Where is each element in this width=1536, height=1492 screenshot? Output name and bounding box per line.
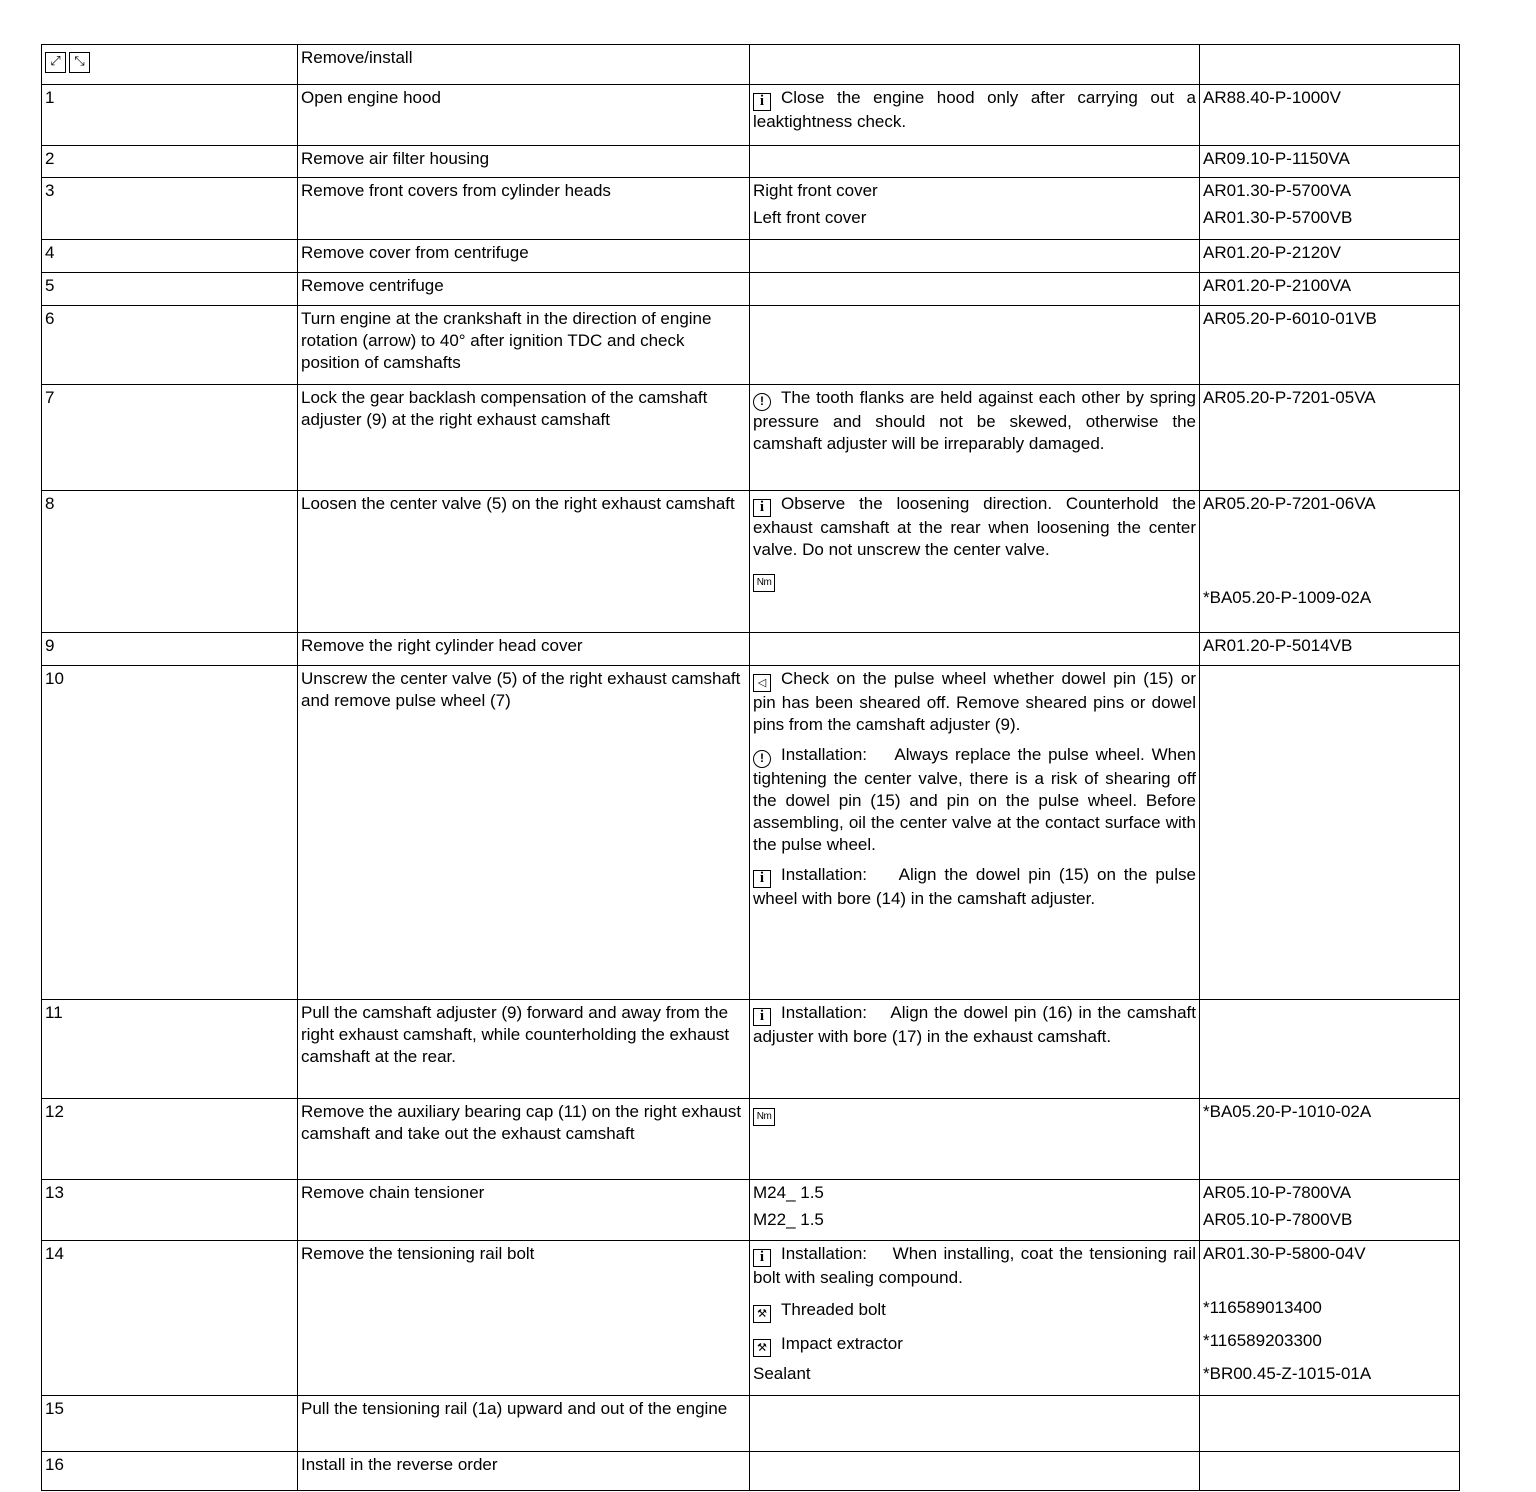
table-row-header	[42, 45, 1460, 85]
table-row	[42, 1396, 1460, 1452]
step-action: Pull the tensioning rail (1a) upward and out of the engine	[298, 1396, 750, 1452]
table-row	[42, 1000, 1460, 1099]
step-number: 1	[42, 85, 298, 146]
expand-icon[interactable]	[45, 52, 66, 73]
step-note	[750, 1099, 1200, 1180]
header-icons-cell	[42, 45, 298, 85]
step-note: ◁Check on the pulse wheel whether dowel pin (15) or pin has been sheared off. Remove sheared pins or dowel pins from the camshaft adjuster (9). !Installation: Always replace the pulse wheel. When tightening the center valve, there is a risk of shearing off the dowel pin (15) and pin on the pulse wheel. Before assembling, oil the center valve at the contact surface with the pulse wheel. iInstallation: Align the dowel pin (15) on the pulse wheel with bore (14) in the camshaft adjuster.	[750, 666, 1200, 1000]
step-action: Remove chain tensioner	[298, 1180, 750, 1241]
table-row	[42, 178, 1460, 240]
info-icon	[753, 1008, 771, 1026]
table-row	[42, 1180, 1460, 1241]
step-reference: AR01.30-P-5700VA AR01.30-P-5700VB	[1200, 178, 1460, 240]
table-row	[42, 666, 1460, 1000]
header-title: Remove/install	[298, 45, 750, 85]
step-action: Open engine hood	[298, 85, 750, 146]
step-action: Remove centrifuge	[298, 273, 750, 306]
step-action: Remove the right cylinder head cover	[298, 633, 750, 666]
step-reference[interactable]: AR01.20-P-5014VB	[1200, 633, 1460, 666]
step-number: 12	[42, 1099, 298, 1180]
step-reference[interactable]: *BA05.20-P-1010-02A	[1200, 1099, 1460, 1180]
step-number: 4	[42, 240, 298, 273]
table-row	[42, 385, 1460, 491]
table-row	[42, 240, 1460, 273]
step-note: Right front cover Left front cover	[750, 178, 1200, 240]
table-row	[42, 1099, 1460, 1180]
step-number: 5	[42, 273, 298, 306]
info-icon	[753, 93, 771, 111]
table-row	[42, 85, 1460, 146]
procedure-table	[41, 44, 1460, 1491]
warning-icon	[753, 750, 771, 768]
step-number: 8	[42, 491, 298, 633]
compress-icon[interactable]	[69, 52, 90, 73]
step-number: 16	[42, 1452, 298, 1491]
step-note: i Close the engine hood only after carrying out a leaktightness check.	[750, 85, 1200, 146]
info-icon	[753, 499, 771, 517]
step-note: M24_ 1.5 M22_ 1.5	[750, 1180, 1200, 1241]
step-number: 11	[42, 1000, 298, 1099]
step-reference: AR01.30-P-5800-04V *116589013400 *116589203300 *BR00.45-Z-1015-01A	[1200, 1241, 1460, 1396]
step-action: Lock the gear backlash compensation of the camshaft adjuster (9) at the right exhaust camshaft	[298, 385, 750, 491]
step-reference[interactable]: AR01.20-P-2100VA	[1200, 273, 1460, 306]
torque-nm-icon[interactable]	[753, 1108, 775, 1126]
special-tool-icon	[753, 1305, 771, 1323]
step-number: 7	[42, 385, 298, 491]
step-reference[interactable]: AR05.20-P-6010-01VB	[1200, 306, 1460, 385]
step-reference[interactable]: AR09.10-P-1150VA	[1200, 146, 1460, 178]
step-number: 14	[42, 1241, 298, 1396]
table-row	[42, 1452, 1460, 1491]
step-action: Turn engine at the crankshaft in the direction of engine rotation (arrow) to 40° after ignition TDC and check position of camshafts	[298, 306, 750, 385]
step-number: 10	[42, 666, 298, 1000]
step-note: !The tooth flanks are held against each other by spring pressure and should not be skewed, otherwise the camshaft adjuster will be irreparably damaged.	[750, 385, 1200, 491]
special-tool-icon	[753, 1339, 771, 1357]
step-note: i Installation: When installing, coat the tensioning rail bolt with sealing compound. ⚒Threaded bolt ⚒Impact extractor Sealant	[750, 1241, 1200, 1396]
step-action: Install in the reverse order	[298, 1452, 750, 1491]
step-action: Remove front covers from cylinder heads	[298, 178, 750, 240]
info-icon	[753, 1249, 771, 1267]
table-row	[42, 491, 1460, 633]
table-row	[42, 146, 1460, 178]
step-reference[interactable]: AR05.20-P-7201-05VA	[1200, 385, 1460, 491]
step-action: Remove the tensioning rail bolt	[298, 1241, 750, 1396]
step-action: Loosen the center valve (5) on the right exhaust camshaft	[298, 491, 750, 633]
step-reference: AR05.20-P-7201-06VA *BA05.20-P-1009-02A	[1200, 491, 1460, 633]
step-reference[interactable]: AR01.20-P-2120V	[1200, 240, 1460, 273]
table-row	[42, 273, 1460, 306]
step-number: 15	[42, 1396, 298, 1452]
check-icon	[753, 674, 771, 692]
step-action: Remove air filter housing	[298, 146, 750, 178]
info-icon	[753, 870, 771, 888]
step-reference: AR05.10-P-7800VA AR05.10-P-7800VB	[1200, 1180, 1460, 1241]
step-action: Unscrew the center valve (5) of the right exhaust camshaft and remove pulse wheel (7)	[298, 666, 750, 1000]
torque-nm-icon[interactable]	[753, 574, 775, 592]
step-note: i Observe the loosening direction. Counterhold the exhaust camshaft at the rear when loosening the center valve. Do not unscrew the center valve. Nm	[750, 491, 1200, 633]
step-number: 2	[42, 146, 298, 178]
table-row	[42, 1241, 1460, 1396]
step-action: Remove cover from centrifuge	[298, 240, 750, 273]
warning-icon	[753, 393, 771, 411]
step-note: iInstallation: Align the dowel pin (16) in the camshaft adjuster with bore (17) in the exhaust camshaft.	[750, 1000, 1200, 1099]
table-row	[42, 306, 1460, 385]
step-action: Pull the camshaft adjuster (9) forward and away from the right exhaust camshaft, while counterholding the exhaust camshaft at the rear.	[298, 1000, 750, 1099]
step-number: 6	[42, 306, 298, 385]
step-number: 9	[42, 633, 298, 666]
step-reference[interactable]: AR88.40-P-1000V	[1200, 85, 1460, 146]
step-number: 13	[42, 1180, 298, 1241]
table-row	[42, 633, 1460, 666]
step-number: 3	[42, 178, 298, 240]
step-action: Remove the auxiliary bearing cap (11) on the right exhaust camshaft and take out the exhaust camshaft	[298, 1099, 750, 1180]
